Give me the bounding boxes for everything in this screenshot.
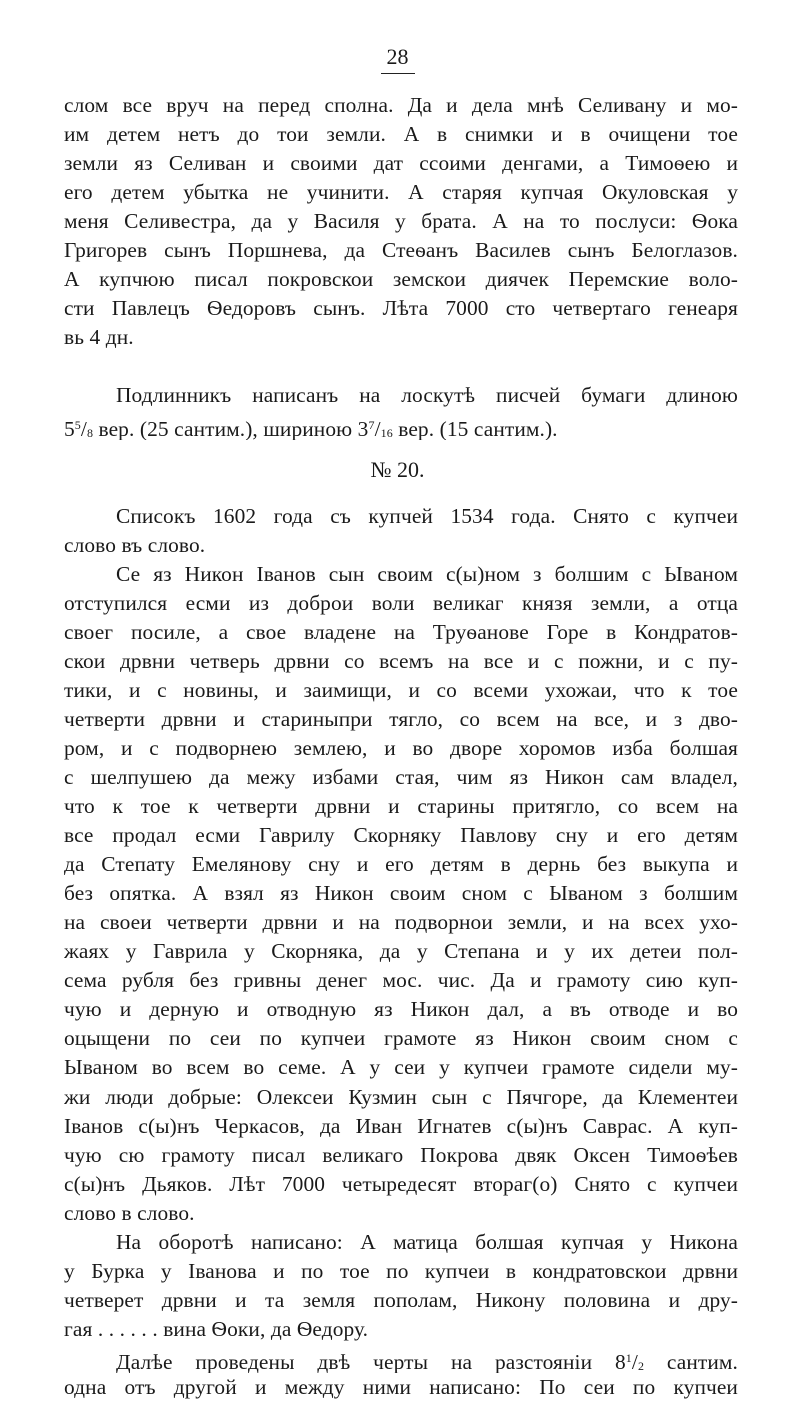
text-line: сема рубля без гривны денег мос. чис. Да и грамоту сию куп- bbox=[64, 968, 738, 992]
text-line: без опятка. А взял яз Никон своим сном с Ываном з болшим bbox=[64, 881, 738, 905]
text-line: сти Павлецъ Ѳедоровъ сынъ. Лѣта 7000 сто четвертаго генеаря bbox=[64, 296, 738, 320]
text-line: чую сю грамоту писал великаго Покрова двяк Оксен Тимоѳѣев bbox=[64, 1143, 738, 1167]
text-line: на своеи четверти дрвни и на подворнои земли, и на всех ухо- bbox=[64, 910, 738, 934]
text-line: у Бурка у Іванова и по тое по купчеи в кондратовскои дрвни bbox=[64, 1259, 738, 1283]
document-heading: № 20. bbox=[370, 457, 425, 482]
text-line: жаях у Гаврила у Скорняка, да у Степана и у их детеи пол- bbox=[64, 939, 738, 963]
text-line: А купчюю писал покровскои земскои диячек Перемские воло- bbox=[64, 267, 738, 291]
text-line: четверет дрвни и та земля пополам, Никону половина и дру- bbox=[64, 1288, 738, 1312]
text-line: земли яз Селиван и своими дат ссоими денгами, а Тимоѳею и bbox=[64, 151, 738, 175]
text-line: одна отъ другой и между ними написано: По сеи по купчеи bbox=[64, 1375, 738, 1399]
measurement-line: $5^5/_8$ вер. (25 сантим.), шириною $3^7/_{16}$ вер. (15 сантим.). bbox=[64, 417, 558, 440]
text-line: да Степату Емелянову сну и его детям в дернь без выкупа и bbox=[64, 852, 738, 876]
text-line: ром, и с подворнею землею, и во дворе хоромов изба болшая bbox=[64, 736, 738, 760]
text-line: Ываном во всем во семе. А у сеи у купчеи грамоте сидели му- bbox=[64, 1055, 738, 1079]
text-line: жи люди добрые: Олексеи Кузмин сын с Пячгоре, да Клементеи bbox=[64, 1085, 738, 1109]
text-line: своег посиле, а свое владене на Труѳанове Горе в Кондратов- bbox=[64, 620, 738, 644]
text-line: слово въ слово. bbox=[64, 533, 206, 557]
text-line: что к тое к четверти дрвни и старины притягло, со всем на bbox=[64, 794, 738, 818]
text-line: вь 4 дн. bbox=[64, 325, 134, 349]
text-line: На оборотѣ написано: А матица болшая купчая у Никона bbox=[116, 1230, 738, 1254]
measurement-line: Далѣе проведены двѣ черты на разстояніи $8^1/_2$ сантим. bbox=[116, 1350, 738, 1373]
text-line: тики, и с новины, и заимищи, и со всеми ухожаи, что к тое bbox=[64, 678, 738, 702]
text-line: гая . . . . . . вина Ѳоки, да Ѳедору. bbox=[64, 1317, 369, 1341]
text-line: слово в слово. bbox=[64, 1201, 195, 1225]
text-line: с(ы)нъ Дьяков. Лѣт 7000 четыредесят втораг(о) Снято с купчеи bbox=[64, 1172, 738, 1196]
text-line: отступился есми из доброи воли великаг князя земли, а отца bbox=[64, 591, 738, 615]
text-line: его детем убытка не учинити. А старяя купчая Окуловская у bbox=[64, 180, 738, 204]
text-line: четверти дрвни и стариныпри тягло, со всем на все, и з дво- bbox=[64, 707, 738, 731]
text-line: им детем нетъ до тои земли. А в снимки и в очищени тое bbox=[64, 122, 738, 146]
text-line: слом все вруч на перед сполна. Да и дела мнѣ Селивану и мо- bbox=[64, 93, 738, 117]
text-line: оцыщени по сеи по купчеи грамоте яз Никон своим сном с bbox=[64, 1026, 738, 1050]
text-line: чую и дерную и отводную яз Никон дал, а въ отводе и во bbox=[64, 997, 738, 1021]
text-line: Іванов с(ы)нъ Черкасов, да Иван Игнатев с(ы)нъ Саврас. А куп- bbox=[64, 1114, 738, 1138]
page-number: 28 bbox=[0, 44, 795, 74]
text-line: с шелпушею да межу избами стая, чим яз Никон сам владел, bbox=[64, 765, 738, 789]
text-line: меня Селивестра, да у Василя у брата. А на то послуси: Ѳока bbox=[64, 209, 738, 233]
text-line: Подлинникъ написанъ на лоскутѣ писчей бумаги длиною bbox=[116, 383, 738, 407]
text-line: все продал есми Гаврилу Скорняку Павлову сну и его детям bbox=[64, 823, 738, 847]
text-line: скои дрвни четверь дрвни со всемъ на все и с пожни, и с пу- bbox=[64, 649, 738, 673]
text-line: Списокъ 1602 года съ купчей 1534 года. Снято с купчеи bbox=[116, 504, 738, 528]
text-line: Григорев сынъ Поршнева, да Стеѳанъ Василев сынъ Белоглазов. bbox=[64, 238, 738, 262]
text-line: Се яз Никон Іванов сын своим с(ы)ном з болшим с Ываном bbox=[116, 562, 738, 586]
